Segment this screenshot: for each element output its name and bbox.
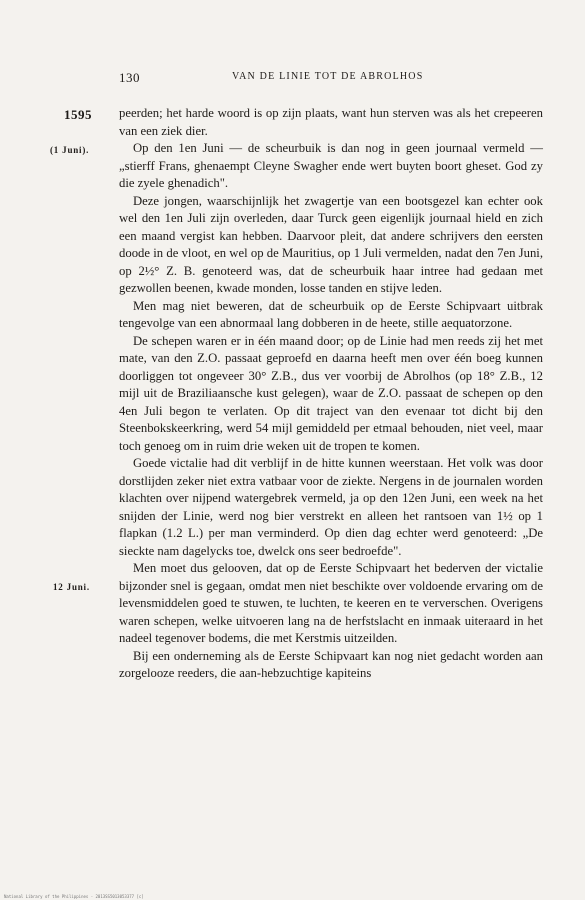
paragraph: Men moet dus gelooven, dat op de Eerste Schipvaart het bederven der victalie bijzonder snel is gegaan, omdat men niet beschikte over voldoende ervaring om de levensmiddelen goed te stuwen, te luchten, te keeren en te ververschen. Overigens waren schepen, welke uitvoeren lang na de herfstslacht en inmaak uiteraard in het nadeel tegenover bodems, die met Kerstmis uitzeilden. — [119, 561, 543, 645]
paragraph: De schepen waren er in één maand door; op de Linie had men reeds zij het met mate, van den Z.O. passaat geproefd en daarna heeft men over één boeg kunnen doorliggen tot ongeveer 30° Z.B., dus ver voorbij de Abrolhos (op 18° Z.B., 12 mijl uit de Braziliaansche kust gelegen), waar de Z.O. passaat de schepen op den 4en Juli begon te verlaten. Op dit traject van den evenaar tot dicht bij den Steenbokskeerkring, werd 54 mijl gemiddeld per etmaal behouden, niet veel, maar toch genoeg om in ruim drie weken uit de tropen te komen. — [119, 333, 543, 453]
library-stamp: National Library of the Philippines · 2013SS5013053377 [c] — [4, 894, 144, 899]
page-number: 130 — [119, 70, 140, 85]
paragraph: Bij een onderneming als de Eerste Schipvaart kan nog niet gedacht worden aan zorgelooze reeders, die aan-hebzuchtige kapiteins — [119, 648, 543, 680]
paragraph: Op den 1en Juni — de scheurbuik is dan nog in geen journaal vermeld — „stierff Frans, ghenaempt Cleyne Swagher ende wert buyten boort gheset. God zy die zyele ghenadich". — [119, 141, 543, 190]
margin-note-june-12: 12 Juni. — [53, 582, 90, 592]
paragraph: Men mag niet beweren, dat de scheurbuik op de Eerste Schipvaart uitbrak tengevolge van een abnormaal lang dobberen in de heete, stille aequatorzone. — [119, 298, 543, 330]
body-text — [119, 105, 543, 683]
paragraph: peerden; het harde woord is op zijn plaats, want hun sterven was als het crepeeren van een ziek dier. — [119, 106, 543, 138]
margin-note-june-1: (1 Juni). — [50, 145, 90, 155]
paragraph: Goede victalie had dit verblijf in de hitte kunnen weerstaan. Het volk was door dorstlijden zeker niet extra vatbaar voor de ziekte. Nergens in de journalen worden klachten over nijpend watergebrek vermeld, ja op den 12en Juni, een week na het snijden der Linie, werd nog bier verstrekt en alleen het rantsoen van 1½ op 1 flapkan (1.2 L.) per man verminderd. Op dien dag echter werd genoteerd: „De sieckte nam dagelycks toe, dwelck ons seer bedroefde". — [119, 456, 543, 558]
margin-year: 1595 — [64, 107, 92, 122]
paragraph: Deze jongen, waarschijnlijk het zwagertje van een bootsgezel kan echter ook wel den 1en Juli zijn overleden, daar Turck geen eigenlijk journaal hield en zich een maand vergist kan hebben. Daarvoor pleit, dat andere schrijvers den eersten doode in de vloot, en wel op de Mauritius, op 1 Juli vermelden, nadat den 7en Juni, op 2½° Z. B. genoteerd was, dat de scheurbuik haar intree had gedaan met gezwollen beenen, kwade monden, losse tanden en stijve leden. — [119, 193, 543, 295]
running-head: VAN DE LINIE TOT DE ABROLHOS — [232, 71, 424, 82]
